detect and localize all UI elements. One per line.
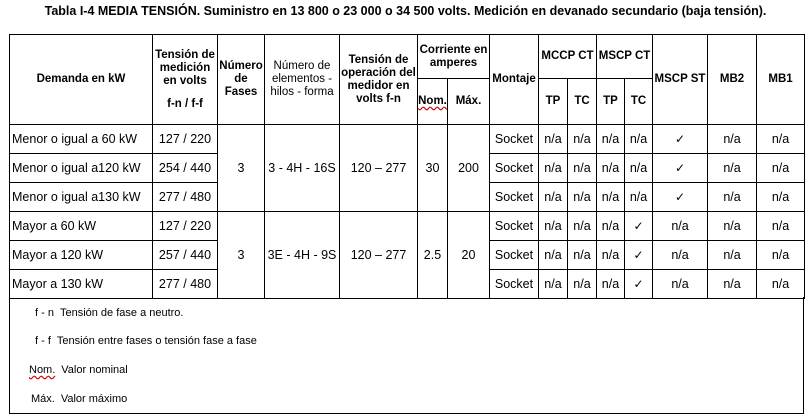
cell-montaje: Socket [490,183,539,212]
header-mccp-tp: TP [539,79,568,125]
cell-nom: 2.5 [418,212,448,299]
header-mscp-st: MSCP ST [653,35,708,125]
cell-mb1: n/a [757,241,805,270]
cell-mccp-tp: n/a [539,241,568,270]
cell-tension: 277 / 480 [153,270,218,299]
header-row-1 [10,35,805,79]
cell-max: 20 [448,212,490,299]
cell-mscp-st: ✓ [653,154,708,183]
cell-mccp-tc: n/a [568,183,597,212]
cell-mscp-tc: n/a [625,125,653,154]
header-mscp-tp: TP [597,79,625,125]
header-numero-elementos: Número de elementos - hilos - forma [265,35,340,125]
note-nom: Nom. Valor nominal [29,364,128,376]
cell-mscp-tp: n/a [597,241,625,270]
header-mb2: MB2 [708,35,757,125]
cell-tension: 127 / 220 [153,212,218,241]
notes-box [9,297,804,414]
cell-mccp-tc: n/a [568,154,597,183]
cell-mccp-tp: n/a [539,125,568,154]
header-mccp-ct: MCCP CT [539,35,597,79]
cell-mccp-tp: n/a [539,154,568,183]
header-demanda: Demanda en kW [10,35,153,125]
cell-mb2: n/a [708,183,757,212]
cell-fases: 3 [218,212,265,299]
header-numero-fases: Número de Fases [218,35,265,125]
cell-elementos: 3 - 4H - 16S [265,125,340,212]
cell-montaje: Socket [490,154,539,183]
cell-montaje: Socket [490,270,539,299]
cell-mccp-tp: n/a [539,212,568,241]
header-mscp-ct: MSCP CT [597,35,653,79]
table-title: Tabla I-4 MEDIA TENSIÓN. Suministro en 13 800 o 23 000 o 34 500 volts. Medición en devanado secundario (baja tensión). [44,4,767,18]
cell-mscp-tc: ✓ [625,241,653,270]
note-ff: f - f Tensión entre fases o tensión fase a fase [35,335,257,347]
cell-mccp-tp: n/a [539,270,568,299]
cell-montaje: Socket [490,241,539,270]
media-tension-table [9,34,805,299]
cell-mb1: n/a [757,212,805,241]
cell-demanda: Menor o igual a120 kW [10,154,153,183]
cell-mscp-st: n/a [653,212,708,241]
cell-mccp-tc: n/a [568,125,597,154]
cell-mccp-tc: n/a [568,270,597,299]
cell-mscp-st: n/a [653,270,708,299]
cell-montaje: Socket [490,212,539,241]
cell-mscp-tc: ✓ [625,212,653,241]
cell-tension: 127 / 220 [153,125,218,154]
cell-mscp-tp: n/a [597,212,625,241]
header-nom: Nom. [418,79,448,125]
cell-mscp-tp: n/a [597,154,625,183]
header-montaje: Montaje [490,35,539,125]
cell-mscp-st: n/a [653,241,708,270]
cell-demanda: Mayor a 60 kW [10,212,153,241]
cell-mscp-st: ✓ [653,183,708,212]
cell-mb2: n/a [708,125,757,154]
cell-mscp-st: ✓ [653,125,708,154]
cell-tension: 277 / 480 [153,183,218,212]
cell-mb1: n/a [757,154,805,183]
note-fn: f - n Tensión de fase a neutro. [35,307,184,319]
note-max: Máx. Valor máximo [31,393,128,405]
cell-mscp-tp: n/a [597,183,625,212]
header-mb1: MB1 [757,35,805,125]
cell-demanda: Mayor a 120 kW [10,241,153,270]
header-mccp-tc: TC [568,79,597,125]
cell-mccp-tp: n/a [539,183,568,212]
header-tension-medicion: Tensión de medición en volts f-n / f-f [153,35,218,125]
cell-operacion: 120 – 277 [340,212,418,299]
cell-mb2: n/a [708,270,757,299]
cell-demanda: Mayor a 130 kW [10,270,153,299]
cell-mb2: n/a [708,154,757,183]
cell-mscp-tp: n/a [597,270,625,299]
cell-elementos: 3E - 4H - 9S [265,212,340,299]
cell-mccp-tc: n/a [568,212,597,241]
cell-mb1: n/a [757,270,805,299]
cell-operacion: 120 – 277 [340,125,418,212]
cell-mb2: n/a [708,241,757,270]
cell-montaje: Socket [490,125,539,154]
cell-mscp-tc: n/a [625,183,653,212]
cell-fases: 3 [218,125,265,212]
header-max: Máx. [448,79,490,125]
cell-demanda: Menor o igual a130 kW [10,183,153,212]
cell-tension: 257 / 440 [153,241,218,270]
cell-mscp-tp: n/a [597,125,625,154]
cell-demanda: Menor o igual a 60 kW [10,125,153,154]
table-row [10,125,805,154]
cell-nom: 30 [418,125,448,212]
cell-mccp-tc: n/a [568,241,597,270]
table-row [10,212,805,241]
header-tension-operacion: Tensión de operación del medidor en volts f-n [340,35,418,125]
cell-mb1: n/a [757,183,805,212]
cell-max: 200 [448,125,490,212]
header-mscp-tc: TC [625,79,653,125]
cell-mb1: n/a [757,125,805,154]
header-corriente: Corriente en amperes [418,35,490,79]
cell-mscp-tc: n/a [625,154,653,183]
cell-tension: 254 / 440 [153,154,218,183]
cell-mscp-tc: ✓ [625,270,653,299]
cell-mb2: n/a [708,212,757,241]
